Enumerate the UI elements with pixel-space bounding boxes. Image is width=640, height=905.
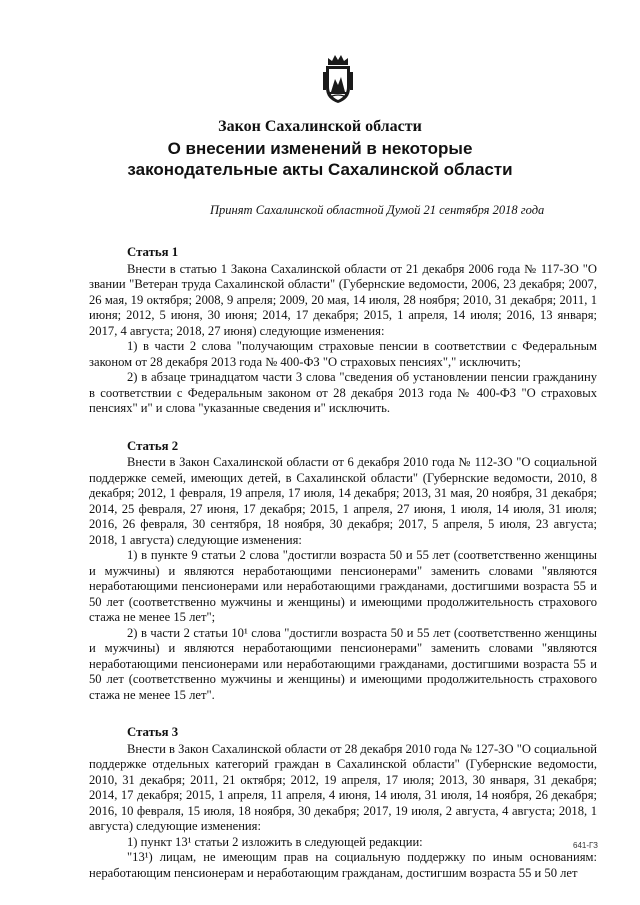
article-paragraph: Внести в Закон Сахалинской области от 6 декабря 2010 года № 112-ЗО "О социальной поддержке семей, имеющих детей, в Сахалинской области" (Губернские ведомости, 2010, 8 декабря; 2012, 1 февраля, 19 апреля, 17 июля, 14 декабря; 2013, 31 мая, 20 ноября, 31 декабря; 2014, 25 февраля, 27 июня, 17 декабря; 2015, 1 апреля, 27 июня, 1 июля, 14 июля, 31 июля; 2016, 26 февраля, 30 сентября, 18 ноября, 30 декабря; 2017, 5 апреля, 5 июля, 23 августа; 2018, 1 августа) следующие изменения: bbox=[89, 455, 597, 547]
sakhalin-coat-of-arms-icon bbox=[323, 52, 353, 104]
law-subtitle-line2: законодательные акты Сахалинской области bbox=[127, 160, 513, 179]
article-paragraph: 1) пункт 13¹ статьи 2 изложить в следующей редакции: bbox=[127, 834, 423, 849]
article-heading: Статья 3 bbox=[127, 725, 179, 739]
law-subtitle-line1: О внесении изменений в некоторые bbox=[167, 139, 473, 158]
article-1 bbox=[89, 245, 597, 417]
article-heading: Статья 2 bbox=[127, 438, 179, 453]
article-2 bbox=[89, 439, 597, 704]
document-body bbox=[89, 245, 597, 903]
article-3 bbox=[89, 725, 597, 881]
article-paragraph: "13¹) лицам, не имеющим прав на социальную поддержку по иным основаниям: неработающим пенсионерам и неработающим гражданам, достигшим возраста 55 и 50 лет bbox=[89, 850, 597, 880]
article-paragraph: Внести в Закон Сахалинской области от 28 декабря 2010 года № 127-ЗО "О социальной поддержке отдельных категорий граждан в Сахалинской области" (Губернские ведомости, 2010, 31 декабря; 2011, 21 октября; 2012, 19 апреля, 17 июля; 2013, 30 января, 31 декабря; 2014, 17 декабря; 2015, 1 апреля, 11 апреля, 4 июня, 14 июля, 31 июля, 14 ноября, 26 декабря; 2016, 10 февраля, 15 июля, 18 ноября, 30 декабря; 2017, 19 июля, 2 августа, 4 августа; 2018, 1 августа) следующие изменения: bbox=[89, 741, 597, 833]
law-title: Закон Сахалинской области bbox=[218, 118, 422, 135]
article-paragraph: 2) в абзаце тринадцатом части 3 слова "сведения об установлении пенсии гражданину в соответствии с Федеральным законом от 28 декабря 2013 года № 400-ФЗ "О страховых пенсиях" и" и слова "указанные сведения и" исключить. bbox=[89, 370, 597, 415]
adoption-note: Принят Сахалинской областной Думой 21 сентября 2018 года bbox=[210, 203, 545, 217]
article-paragraph: 1) в пункте 9 статьи 2 слова "достигли возраста 50 и 55 лет (соответственно женщины и мужчины) и являются неработающими пенсионерами" заменить словами "являются неработающими пенсионерами или неработающими гражданами, достигшими возраста 55 и 50 лет (соответственно мужчины и женщины) и имеющими продолжительность страхового стажа не менее 15 лет"; bbox=[89, 548, 597, 624]
page-code: 641-ГЗ bbox=[573, 841, 598, 850]
article-heading: Статья 1 bbox=[127, 245, 179, 259]
article-paragraph: 2) в части 2 статьи 10¹ слова "достигли возраста 50 и 55 лет (соответственно женщины и мужчины) и являются неработающими пенсионерами" заменить словами "являются неработающими пенсионерами или неработающими гражданами, достигшими возраста 55 и 50 лет (соответственно мужчины и женщины) и имеющими продолжительность страхового стажа не менее 15 лет". bbox=[89, 625, 597, 702]
article-paragraph: 1) в части 2 слова "получающим страховые пенсии в соответствии с Федеральным законом от 28 декабря 2013 года № 400-ФЗ "О страховых пенсиях"," исключить; bbox=[89, 339, 597, 369]
article-paragraph: Внести в статью 1 Закона Сахалинской области от 21 декабря 2006 года № 117-ЗО "О звании "Ветеран труда Сахалинской области" (Губернские ведомости, 2006, 23 декабря; 2007, 26 мая, 19 октября; 2008, 9 апреля; 2009, 20 мая, 14 июля, 28 ноября; 2010, 31 декабря; 2011, 1 июня; 2012, 5 июня, 30 июня; 2014, 17 декабря; 2015, 1 апреля, 14 июля; 2016, 13 января; 2017, 4 августа; 2018, 27 июня) следующие изменения: bbox=[89, 261, 597, 338]
